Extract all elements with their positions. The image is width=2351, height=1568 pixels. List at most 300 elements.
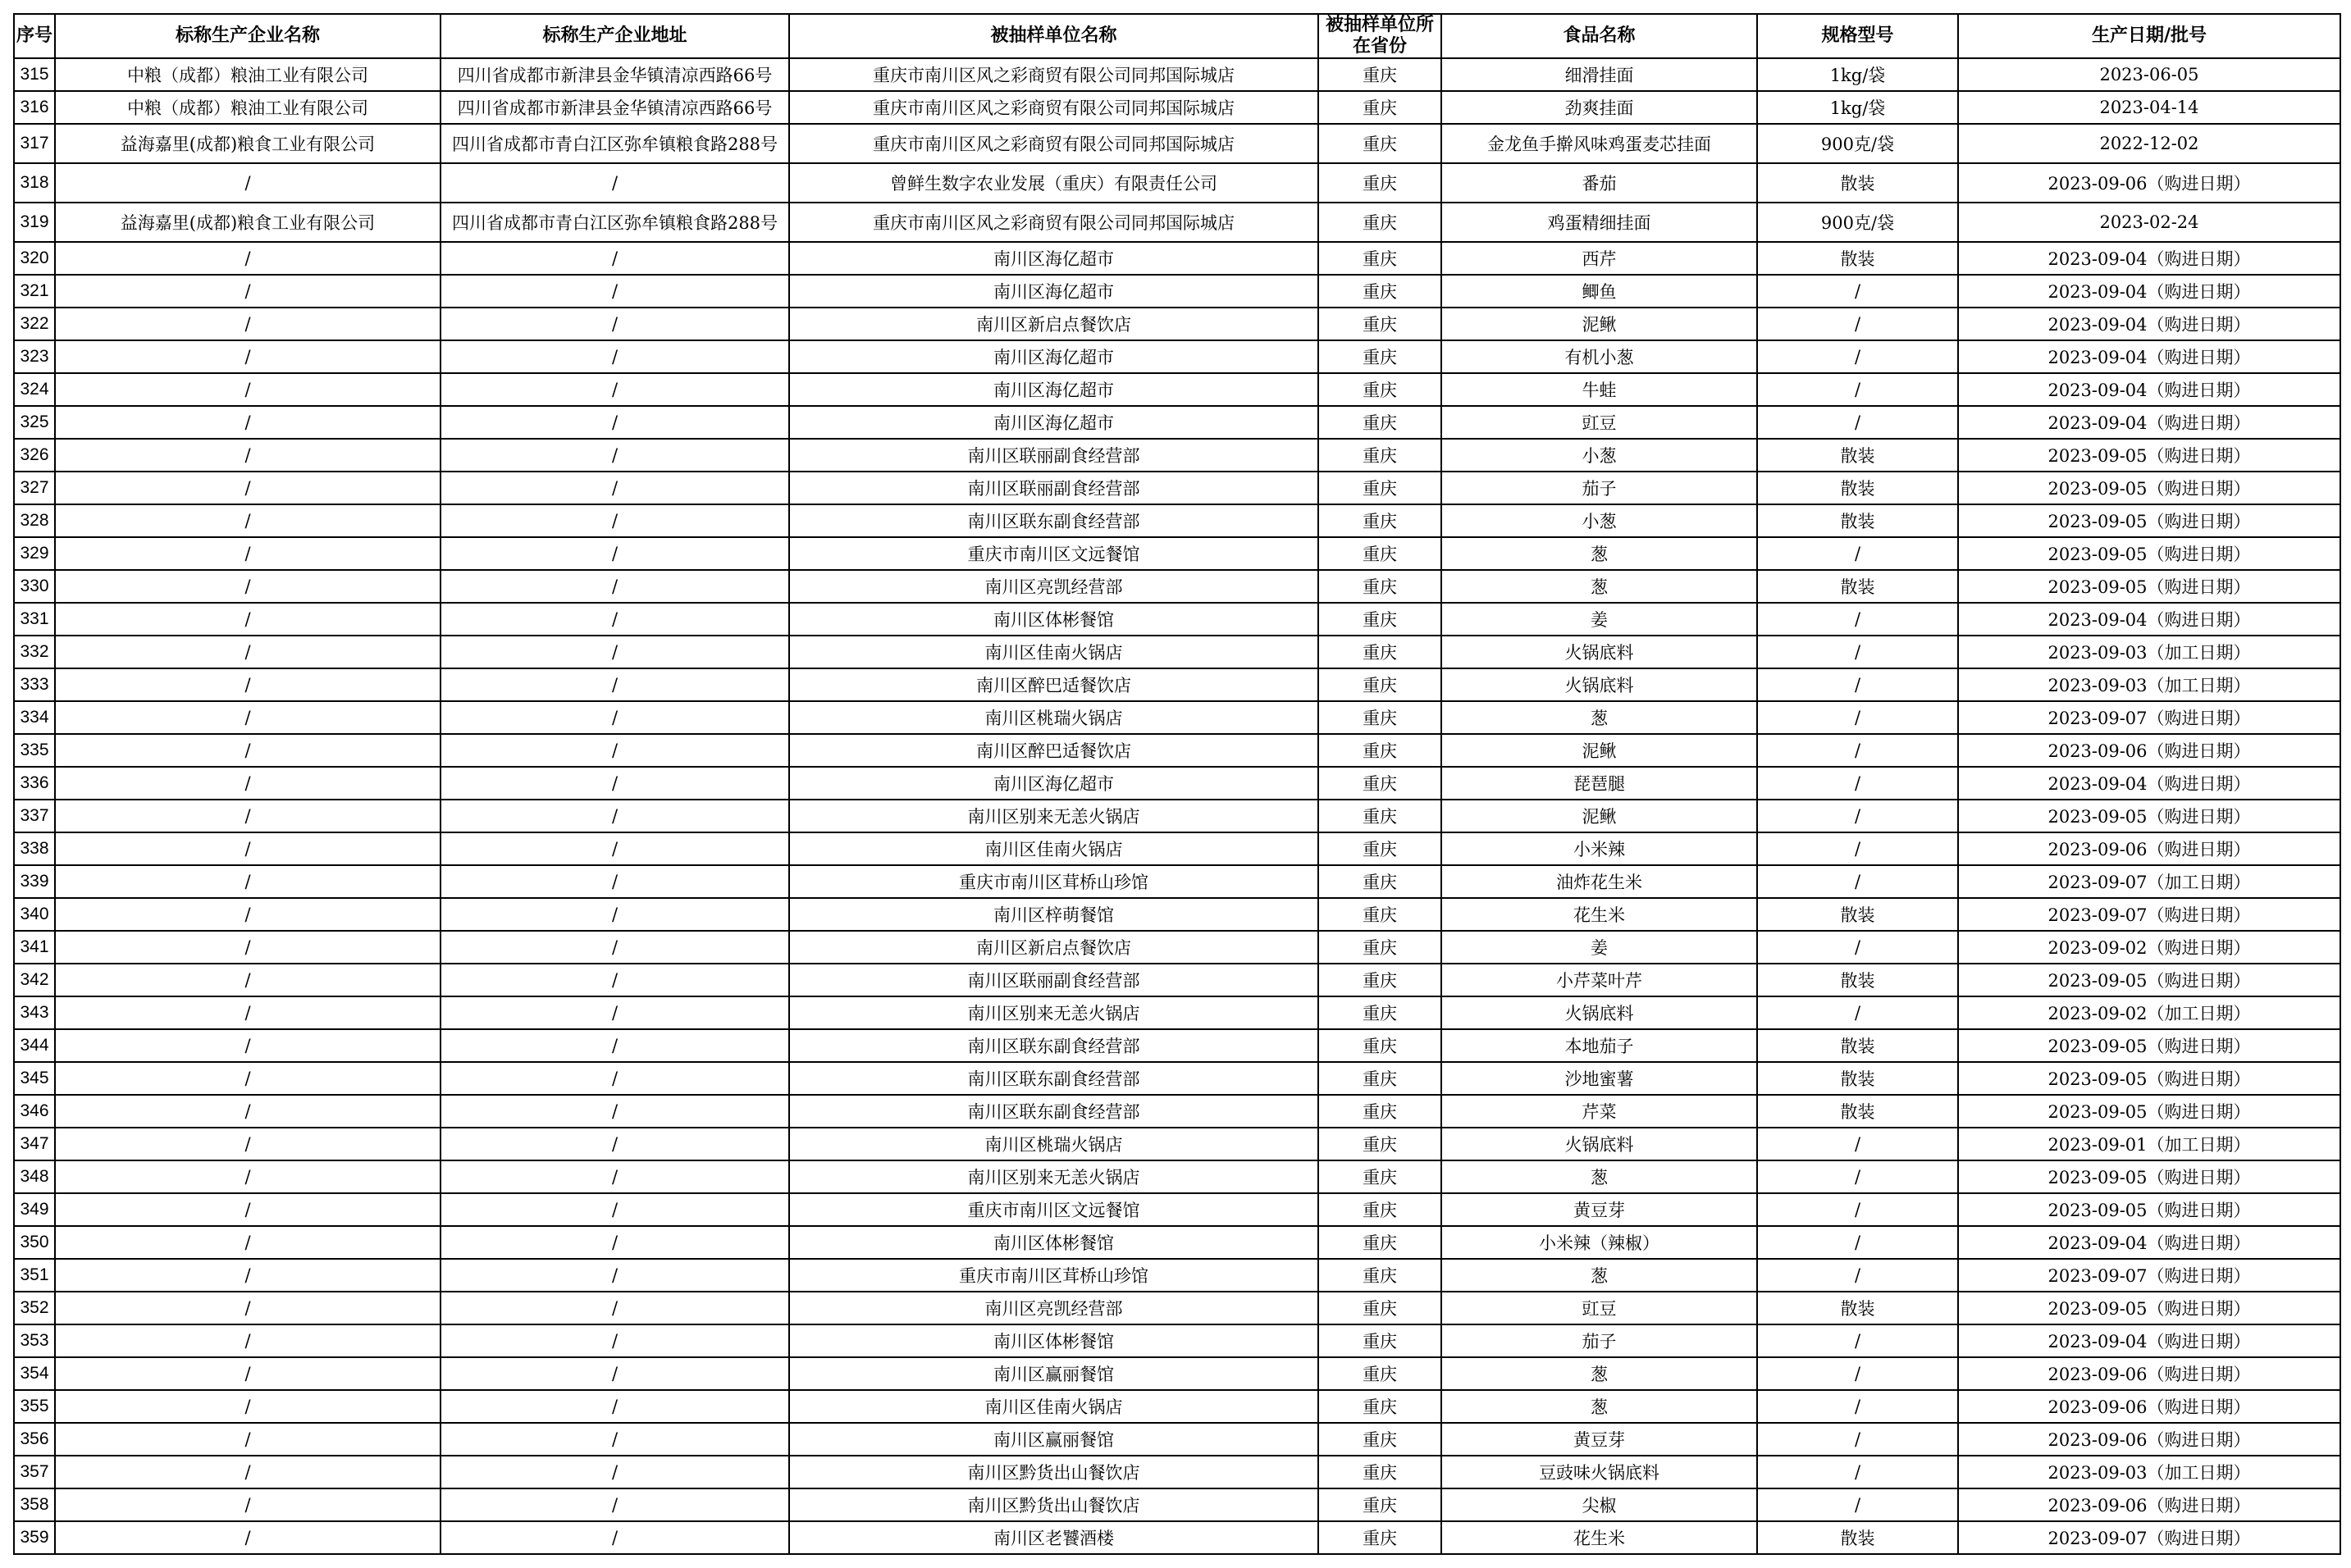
cell-province: 重庆 — [1318, 1062, 1441, 1095]
cell-province: 重庆 — [1318, 636, 1441, 668]
header-production-date: 生产日期/批号 — [1958, 14, 2340, 58]
cell-province: 重庆 — [1318, 1423, 1441, 1456]
cell-sampled-unit: 南川区联丽副食经营部 — [789, 439, 1318, 472]
table-row — [14, 373, 2340, 406]
cell-province: 重庆 — [1318, 242, 1441, 275]
cell-province: 重庆 — [1318, 340, 1441, 373]
table-row — [14, 275, 2340, 308]
cell-production-date: 2023-02-24 — [1958, 203, 2340, 242]
cell-manufacturer-address: / — [441, 1095, 789, 1128]
cell-production-date: 2023-09-07（购进日期） — [1958, 898, 2340, 931]
cell-food-name: 豆豉味火锅底料 — [1441, 1456, 1757, 1488]
table-row — [14, 964, 2340, 996]
table-row — [14, 996, 2340, 1029]
cell-specification: / — [1757, 406, 1958, 439]
table-row — [14, 308, 2340, 340]
cell-serial-no: 316 — [14, 91, 55, 124]
cell-manufacturer-name: / — [55, 504, 441, 537]
cell-serial-no: 349 — [14, 1193, 55, 1226]
cell-production-date: 2023-09-05（购进日期） — [1958, 1062, 2340, 1095]
cell-province: 重庆 — [1318, 1128, 1441, 1160]
header-manufacturer-name: 标称生产企业名称 — [55, 14, 441, 58]
cell-province: 重庆 — [1318, 767, 1441, 800]
cell-manufacturer-address: / — [441, 964, 789, 996]
cell-sampled-unit: 重庆市南川区茸桥山珍馆 — [789, 1259, 1318, 1292]
cell-specification: / — [1757, 1456, 1958, 1488]
cell-sampled-unit: 南川区海亿超市 — [789, 767, 1318, 800]
cell-manufacturer-name: / — [55, 1488, 441, 1521]
cell-manufacturer-address: / — [441, 701, 789, 734]
cell-specification: / — [1757, 800, 1958, 832]
cell-specification: / — [1757, 996, 1958, 1029]
cell-serial-no: 319 — [14, 203, 55, 242]
table-row — [14, 1390, 2340, 1423]
cell-manufacturer-name: / — [55, 1259, 441, 1292]
cell-manufacturer-address: / — [441, 767, 789, 800]
cell-sampled-unit: 南川区黔货出山餐饮店 — [789, 1456, 1318, 1488]
cell-food-name: 葱 — [1441, 1390, 1757, 1423]
cell-serial-no: 325 — [14, 406, 55, 439]
cell-sampled-unit: 南川区体彬餐馆 — [789, 603, 1318, 636]
cell-food-name: 西芹 — [1441, 242, 1757, 275]
cell-food-name: 小芹菜叶芹 — [1441, 964, 1757, 996]
cell-specification: / — [1757, 603, 1958, 636]
cell-food-name: 葱 — [1441, 537, 1757, 570]
cell-food-name: 茄子 — [1441, 472, 1757, 504]
cell-manufacturer-address: / — [441, 1390, 789, 1423]
cell-province: 重庆 — [1318, 931, 1441, 964]
cell-manufacturer-name: / — [55, 1292, 441, 1324]
cell-food-name: 花生米 — [1441, 1521, 1757, 1554]
cell-food-name: 小米辣 — [1441, 832, 1757, 865]
cell-serial-no: 354 — [14, 1357, 55, 1390]
cell-province: 重庆 — [1318, 1226, 1441, 1259]
cell-sampled-unit: 南川区赢丽餐馆 — [789, 1357, 1318, 1390]
table-row — [14, 537, 2340, 570]
cell-production-date: 2023-09-03（加工日期） — [1958, 668, 2340, 701]
cell-production-date: 2023-09-04（购进日期） — [1958, 406, 2340, 439]
cell-production-date: 2023-09-05（购进日期） — [1958, 570, 2340, 603]
table-row — [14, 734, 2340, 767]
cell-serial-no: 357 — [14, 1456, 55, 1488]
cell-manufacturer-address: / — [441, 1488, 789, 1521]
cell-serial-no: 323 — [14, 340, 55, 373]
table-row — [14, 865, 2340, 898]
cell-province: 重庆 — [1318, 373, 1441, 406]
table-row — [14, 570, 2340, 603]
cell-specification: / — [1757, 1488, 1958, 1521]
cell-production-date: 2023-09-02（购进日期） — [1958, 931, 2340, 964]
cell-food-name: 小葱 — [1441, 439, 1757, 472]
cell-food-name: 火锅底料 — [1441, 1128, 1757, 1160]
cell-production-date: 2023-09-07（购进日期） — [1958, 701, 2340, 734]
cell-specification: 900克/袋 — [1757, 203, 1958, 242]
cell-food-name: 茄子 — [1441, 1324, 1757, 1357]
cell-specification: / — [1757, 1193, 1958, 1226]
cell-specification: / — [1757, 537, 1958, 570]
cell-production-date: 2023-09-07（购进日期） — [1958, 1521, 2340, 1554]
cell-production-date: 2023-09-02（加工日期） — [1958, 996, 2340, 1029]
cell-serial-no: 352 — [14, 1292, 55, 1324]
cell-production-date: 2023-09-04（购进日期） — [1958, 308, 2340, 340]
cell-manufacturer-address: / — [441, 1128, 789, 1160]
cell-sampled-unit: 重庆市南川区风之彩商贸有限公司同邦国际城店 — [789, 58, 1318, 91]
cell-specification: / — [1757, 734, 1958, 767]
cell-food-name: 油炸花生米 — [1441, 865, 1757, 898]
cell-manufacturer-name: / — [55, 308, 441, 340]
cell-production-date: 2023-09-01（加工日期） — [1958, 1128, 2340, 1160]
table-row — [14, 340, 2340, 373]
cell-sampled-unit: 南川区亮凯经营部 — [789, 570, 1318, 603]
cell-specification: / — [1757, 767, 1958, 800]
cell-specification: 散装 — [1757, 898, 1958, 931]
cell-food-name: 黄豆芽 — [1441, 1423, 1757, 1456]
cell-serial-no: 337 — [14, 800, 55, 832]
cell-manufacturer-address: / — [441, 832, 789, 865]
cell-province: 重庆 — [1318, 701, 1441, 734]
cell-province: 重庆 — [1318, 1390, 1441, 1423]
cell-sampled-unit: 南川区梓萌餐馆 — [789, 898, 1318, 931]
cell-serial-no: 322 — [14, 308, 55, 340]
table-row — [14, 1062, 2340, 1095]
cell-food-name: 泥鳅 — [1441, 308, 1757, 340]
cell-serial-no: 318 — [14, 163, 55, 203]
cell-specification: / — [1757, 373, 1958, 406]
cell-sampled-unit: 重庆市南川区风之彩商贸有限公司同邦国际城店 — [789, 124, 1318, 163]
cell-food-name: 芹菜 — [1441, 1095, 1757, 1128]
cell-production-date: 2023-09-05（购进日期） — [1958, 1095, 2340, 1128]
table-row — [14, 504, 2340, 537]
cell-production-date: 2023-09-05（购进日期） — [1958, 1029, 2340, 1062]
cell-sampled-unit: 南川区醉巴适餐饮店 — [789, 734, 1318, 767]
cell-manufacturer-address: / — [441, 439, 789, 472]
cell-specification: 散装 — [1757, 163, 1958, 203]
cell-specification: / — [1757, 308, 1958, 340]
table-row — [14, 1095, 2340, 1128]
cell-specification: / — [1757, 1423, 1958, 1456]
table-row — [14, 203, 2340, 242]
cell-manufacturer-name: 中粮（成都）粮油工业有限公司 — [55, 91, 441, 124]
table-row — [14, 91, 2340, 124]
cell-manufacturer-address: / — [441, 373, 789, 406]
cell-manufacturer-address: / — [441, 163, 789, 203]
cell-specification: / — [1757, 1357, 1958, 1390]
cell-serial-no: 347 — [14, 1128, 55, 1160]
cell-province: 重庆 — [1318, 1095, 1441, 1128]
table-row — [14, 800, 2340, 832]
cell-manufacturer-name: / — [55, 1160, 441, 1193]
sampling-table — [13, 13, 2341, 1555]
cell-food-name: 本地茄子 — [1441, 1029, 1757, 1062]
cell-sampled-unit: 南川区海亿超市 — [789, 373, 1318, 406]
cell-food-name: 葱 — [1441, 1160, 1757, 1193]
cell-sampled-unit: 南川区联东副食经营部 — [789, 1029, 1318, 1062]
cell-serial-no: 335 — [14, 734, 55, 767]
cell-specification: / — [1757, 1324, 1958, 1357]
cell-manufacturer-address: / — [441, 898, 789, 931]
cell-food-name: 姜 — [1441, 603, 1757, 636]
cell-province: 重庆 — [1318, 1521, 1441, 1554]
cell-manufacturer-address: / — [441, 1423, 789, 1456]
cell-serial-no: 326 — [14, 439, 55, 472]
table-row — [14, 1292, 2340, 1324]
cell-specification: / — [1757, 1226, 1958, 1259]
cell-manufacturer-name: / — [55, 1128, 441, 1160]
cell-food-name: 沙地蜜薯 — [1441, 1062, 1757, 1095]
cell-manufacturer-name: / — [55, 439, 441, 472]
cell-manufacturer-name: / — [55, 570, 441, 603]
cell-specification: / — [1757, 275, 1958, 308]
cell-specification: 散装 — [1757, 1095, 1958, 1128]
cell-province: 重庆 — [1318, 439, 1441, 472]
cell-manufacturer-name: / — [55, 832, 441, 865]
cell-specification: 散装 — [1757, 504, 1958, 537]
cell-manufacturer-address: / — [441, 1259, 789, 1292]
cell-manufacturer-name: / — [55, 1193, 441, 1226]
cell-manufacturer-name: / — [55, 1324, 441, 1357]
cell-manufacturer-name: / — [55, 373, 441, 406]
cell-serial-no: 358 — [14, 1488, 55, 1521]
cell-food-name: 葱 — [1441, 570, 1757, 603]
cell-food-name: 葱 — [1441, 1259, 1757, 1292]
cell-food-name: 琵琶腿 — [1441, 767, 1757, 800]
header-row — [14, 14, 2340, 58]
cell-production-date: 2023-06-05 — [1958, 58, 2340, 91]
cell-province: 重庆 — [1318, 1292, 1441, 1324]
cell-sampled-unit: 南川区佳南火锅店 — [789, 636, 1318, 668]
cell-production-date: 2023-09-07（加工日期） — [1958, 865, 2340, 898]
cell-food-name: 火锅底料 — [1441, 996, 1757, 1029]
cell-manufacturer-address: / — [441, 1521, 789, 1554]
header-manufacturer-address: 标称生产企业地址 — [441, 14, 789, 58]
table-row — [14, 1226, 2340, 1259]
cell-serial-no: 336 — [14, 767, 55, 800]
cell-specification: 散装 — [1757, 1029, 1958, 1062]
cell-sampled-unit: 重庆市南川区文远餐馆 — [789, 537, 1318, 570]
cell-manufacturer-name: / — [55, 1095, 441, 1128]
cell-production-date: 2023-09-05（购进日期） — [1958, 439, 2340, 472]
cell-specification: 散装 — [1757, 1292, 1958, 1324]
cell-serial-no: 331 — [14, 603, 55, 636]
table-row — [14, 406, 2340, 439]
cell-province: 重庆 — [1318, 504, 1441, 537]
cell-province: 重庆 — [1318, 1029, 1441, 1062]
cell-province: 重庆 — [1318, 996, 1441, 1029]
cell-serial-no: 341 — [14, 931, 55, 964]
cell-serial-no: 339 — [14, 865, 55, 898]
table-row — [14, 1029, 2340, 1062]
cell-production-date: 2023-09-04（购进日期） — [1958, 767, 2340, 800]
cell-manufacturer-address: / — [441, 570, 789, 603]
cell-province: 重庆 — [1318, 668, 1441, 701]
cell-manufacturer-address: / — [441, 1062, 789, 1095]
cell-sampled-unit: 南川区联东副食经营部 — [789, 1062, 1318, 1095]
cell-manufacturer-name: / — [55, 668, 441, 701]
cell-production-date: 2023-09-04（购进日期） — [1958, 373, 2340, 406]
cell-production-date: 2023-09-04（购进日期） — [1958, 242, 2340, 275]
cell-manufacturer-address: / — [441, 1324, 789, 1357]
cell-food-name: 鲫鱼 — [1441, 275, 1757, 308]
cell-serial-no: 329 — [14, 537, 55, 570]
table-row — [14, 1488, 2340, 1521]
cell-sampled-unit: 南川区海亿超市 — [789, 406, 1318, 439]
cell-serial-no: 324 — [14, 373, 55, 406]
cell-province: 重庆 — [1318, 406, 1441, 439]
cell-province: 重庆 — [1318, 1193, 1441, 1226]
table-row — [14, 58, 2340, 91]
cell-specification: / — [1757, 1259, 1958, 1292]
cell-manufacturer-name: / — [55, 1390, 441, 1423]
cell-sampled-unit: 南川区联东副食经营部 — [789, 504, 1318, 537]
cell-sampled-unit: 南川区新启点餐饮店 — [789, 308, 1318, 340]
cell-sampled-unit: 南川区海亿超市 — [789, 340, 1318, 373]
cell-sampled-unit: 南川区醉巴适餐饮店 — [789, 668, 1318, 701]
cell-manufacturer-address: / — [441, 603, 789, 636]
cell-specification: / — [1757, 865, 1958, 898]
cell-serial-no: 330 — [14, 570, 55, 603]
cell-sampled-unit: 南川区新启点餐饮店 — [789, 931, 1318, 964]
table-row — [14, 1423, 2340, 1456]
cell-serial-no: 338 — [14, 832, 55, 865]
table-row — [14, 668, 2340, 701]
cell-province: 重庆 — [1318, 1456, 1441, 1488]
cell-specification: / — [1757, 1390, 1958, 1423]
cell-sampled-unit: 南川区桃瑞火锅店 — [789, 701, 1318, 734]
table-row — [14, 1128, 2340, 1160]
cell-food-name: 葱 — [1441, 701, 1757, 734]
cell-production-date: 2023-09-04（购进日期） — [1958, 1324, 2340, 1357]
cell-serial-no: 355 — [14, 1390, 55, 1423]
cell-specification: / — [1757, 636, 1958, 668]
cell-province: 重庆 — [1318, 58, 1441, 91]
cell-production-date: 2023-09-05（购进日期） — [1958, 964, 2340, 996]
cell-sampled-unit: 南川区老饕酒楼 — [789, 1521, 1318, 1554]
cell-production-date: 2023-09-04（购进日期） — [1958, 275, 2340, 308]
cell-specification: 散装 — [1757, 242, 1958, 275]
cell-sampled-unit: 南川区体彬餐馆 — [789, 1226, 1318, 1259]
cell-province: 重庆 — [1318, 537, 1441, 570]
cell-sampled-unit: 南川区桃瑞火锅店 — [789, 1128, 1318, 1160]
cell-manufacturer-name: / — [55, 1423, 441, 1456]
cell-food-name: 姜 — [1441, 931, 1757, 964]
cell-manufacturer-name: / — [55, 996, 441, 1029]
cell-manufacturer-name: / — [55, 1029, 441, 1062]
cell-serial-no: 328 — [14, 504, 55, 537]
cell-manufacturer-address: / — [441, 800, 789, 832]
cell-serial-no: 348 — [14, 1160, 55, 1193]
cell-manufacturer-address: 四川省成都市新津县金华镇清凉西路66号 — [441, 91, 789, 124]
cell-production-date: 2023-09-03（加工日期） — [1958, 1456, 2340, 1488]
table-row — [14, 472, 2340, 504]
cell-serial-no: 327 — [14, 472, 55, 504]
cell-sampled-unit: 南川区体彬餐馆 — [789, 1324, 1318, 1357]
cell-sampled-unit: 南川区联东副食经营部 — [789, 1095, 1318, 1128]
cell-manufacturer-address: / — [441, 1193, 789, 1226]
cell-production-date: 2023-09-06（购进日期） — [1958, 832, 2340, 865]
cell-province: 重庆 — [1318, 1357, 1441, 1390]
cell-manufacturer-address: / — [441, 668, 789, 701]
cell-specification: / — [1757, 931, 1958, 964]
cell-province: 重庆 — [1318, 1259, 1441, 1292]
cell-specification: 900克/袋 — [1757, 124, 1958, 163]
cell-sampled-unit: 南川区亮凯经营部 — [789, 1292, 1318, 1324]
cell-manufacturer-address: / — [441, 1357, 789, 1390]
cell-serial-no: 350 — [14, 1226, 55, 1259]
cell-production-date: 2023-09-06（购进日期） — [1958, 163, 2340, 203]
cell-province: 重庆 — [1318, 203, 1441, 242]
table-row — [14, 636, 2340, 668]
cell-specification: 散装 — [1757, 439, 1958, 472]
cell-manufacturer-name: 中粮（成都）粮油工业有限公司 — [55, 58, 441, 91]
cell-sampled-unit: 曾鲜生数字农业发展（重庆）有限责任公司 — [789, 163, 1318, 203]
cell-province: 重庆 — [1318, 275, 1441, 308]
cell-production-date: 2023-09-05（购进日期） — [1958, 537, 2340, 570]
cell-sampled-unit: 南川区黔货出山餐饮店 — [789, 1488, 1318, 1521]
cell-sampled-unit: 南川区海亿超市 — [789, 242, 1318, 275]
cell-production-date: 2023-04-14 — [1958, 91, 2340, 124]
table-row — [14, 1357, 2340, 1390]
cell-sampled-unit: 南川区别来无恙火锅店 — [789, 1160, 1318, 1193]
cell-manufacturer-name: / — [55, 1521, 441, 1554]
cell-serial-no: 342 — [14, 964, 55, 996]
cell-production-date: 2023-09-04（购进日期） — [1958, 1226, 2340, 1259]
cell-production-date: 2023-09-04（购进日期） — [1958, 603, 2340, 636]
cell-sampled-unit: 南川区海亿超市 — [789, 275, 1318, 308]
cell-specification: 1kg/袋 — [1757, 91, 1958, 124]
cell-manufacturer-address: / — [441, 406, 789, 439]
table-row — [14, 1193, 2340, 1226]
cell-food-name: 泥鳅 — [1441, 734, 1757, 767]
cell-food-name: 豇豆 — [1441, 1292, 1757, 1324]
cell-food-name: 泥鳅 — [1441, 800, 1757, 832]
table-row — [14, 1521, 2340, 1554]
cell-production-date: 2023-09-05（购进日期） — [1958, 1160, 2340, 1193]
cell-sampled-unit: 重庆市南川区风之彩商贸有限公司同邦国际城店 — [789, 91, 1318, 124]
cell-manufacturer-name: 益海嘉里(成都)粮食工业有限公司 — [55, 124, 441, 163]
cell-serial-no: 359 — [14, 1521, 55, 1554]
cell-manufacturer-address: / — [441, 504, 789, 537]
cell-serial-no: 317 — [14, 124, 55, 163]
cell-manufacturer-name: / — [55, 603, 441, 636]
cell-sampled-unit: 南川区佳南火锅店 — [789, 832, 1318, 865]
cell-production-date: 2023-09-07（购进日期） — [1958, 1259, 2340, 1292]
cell-serial-no: 334 — [14, 701, 55, 734]
cell-serial-no: 333 — [14, 668, 55, 701]
cell-production-date: 2023-09-06（购进日期） — [1958, 734, 2340, 767]
cell-food-name: 金龙鱼手擀风味鸡蛋麦芯挂面 — [1441, 124, 1757, 163]
cell-manufacturer-name: / — [55, 964, 441, 996]
cell-manufacturer-address: / — [441, 537, 789, 570]
cell-production-date: 2023-09-06（购进日期） — [1958, 1357, 2340, 1390]
table-row — [14, 439, 2340, 472]
table-row — [14, 603, 2340, 636]
cell-food-name: 细滑挂面 — [1441, 58, 1757, 91]
cell-serial-no: 345 — [14, 1062, 55, 1095]
cell-manufacturer-name: / — [55, 1357, 441, 1390]
cell-specification: 散装 — [1757, 472, 1958, 504]
cell-specification: 散装 — [1757, 1521, 1958, 1554]
table-row — [14, 242, 2340, 275]
cell-serial-no: 343 — [14, 996, 55, 1029]
cell-manufacturer-address: / — [441, 1160, 789, 1193]
table-row — [14, 898, 2340, 931]
cell-production-date: 2023-09-06（购进日期） — [1958, 1390, 2340, 1423]
cell-manufacturer-name: / — [55, 242, 441, 275]
cell-sampled-unit: 重庆市南川区风之彩商贸有限公司同邦国际城店 — [789, 203, 1318, 242]
cell-manufacturer-address: / — [441, 275, 789, 308]
cell-production-date: 2023-09-05（购进日期） — [1958, 1292, 2340, 1324]
header-sampled-unit: 被抽样单位名称 — [789, 14, 1318, 58]
